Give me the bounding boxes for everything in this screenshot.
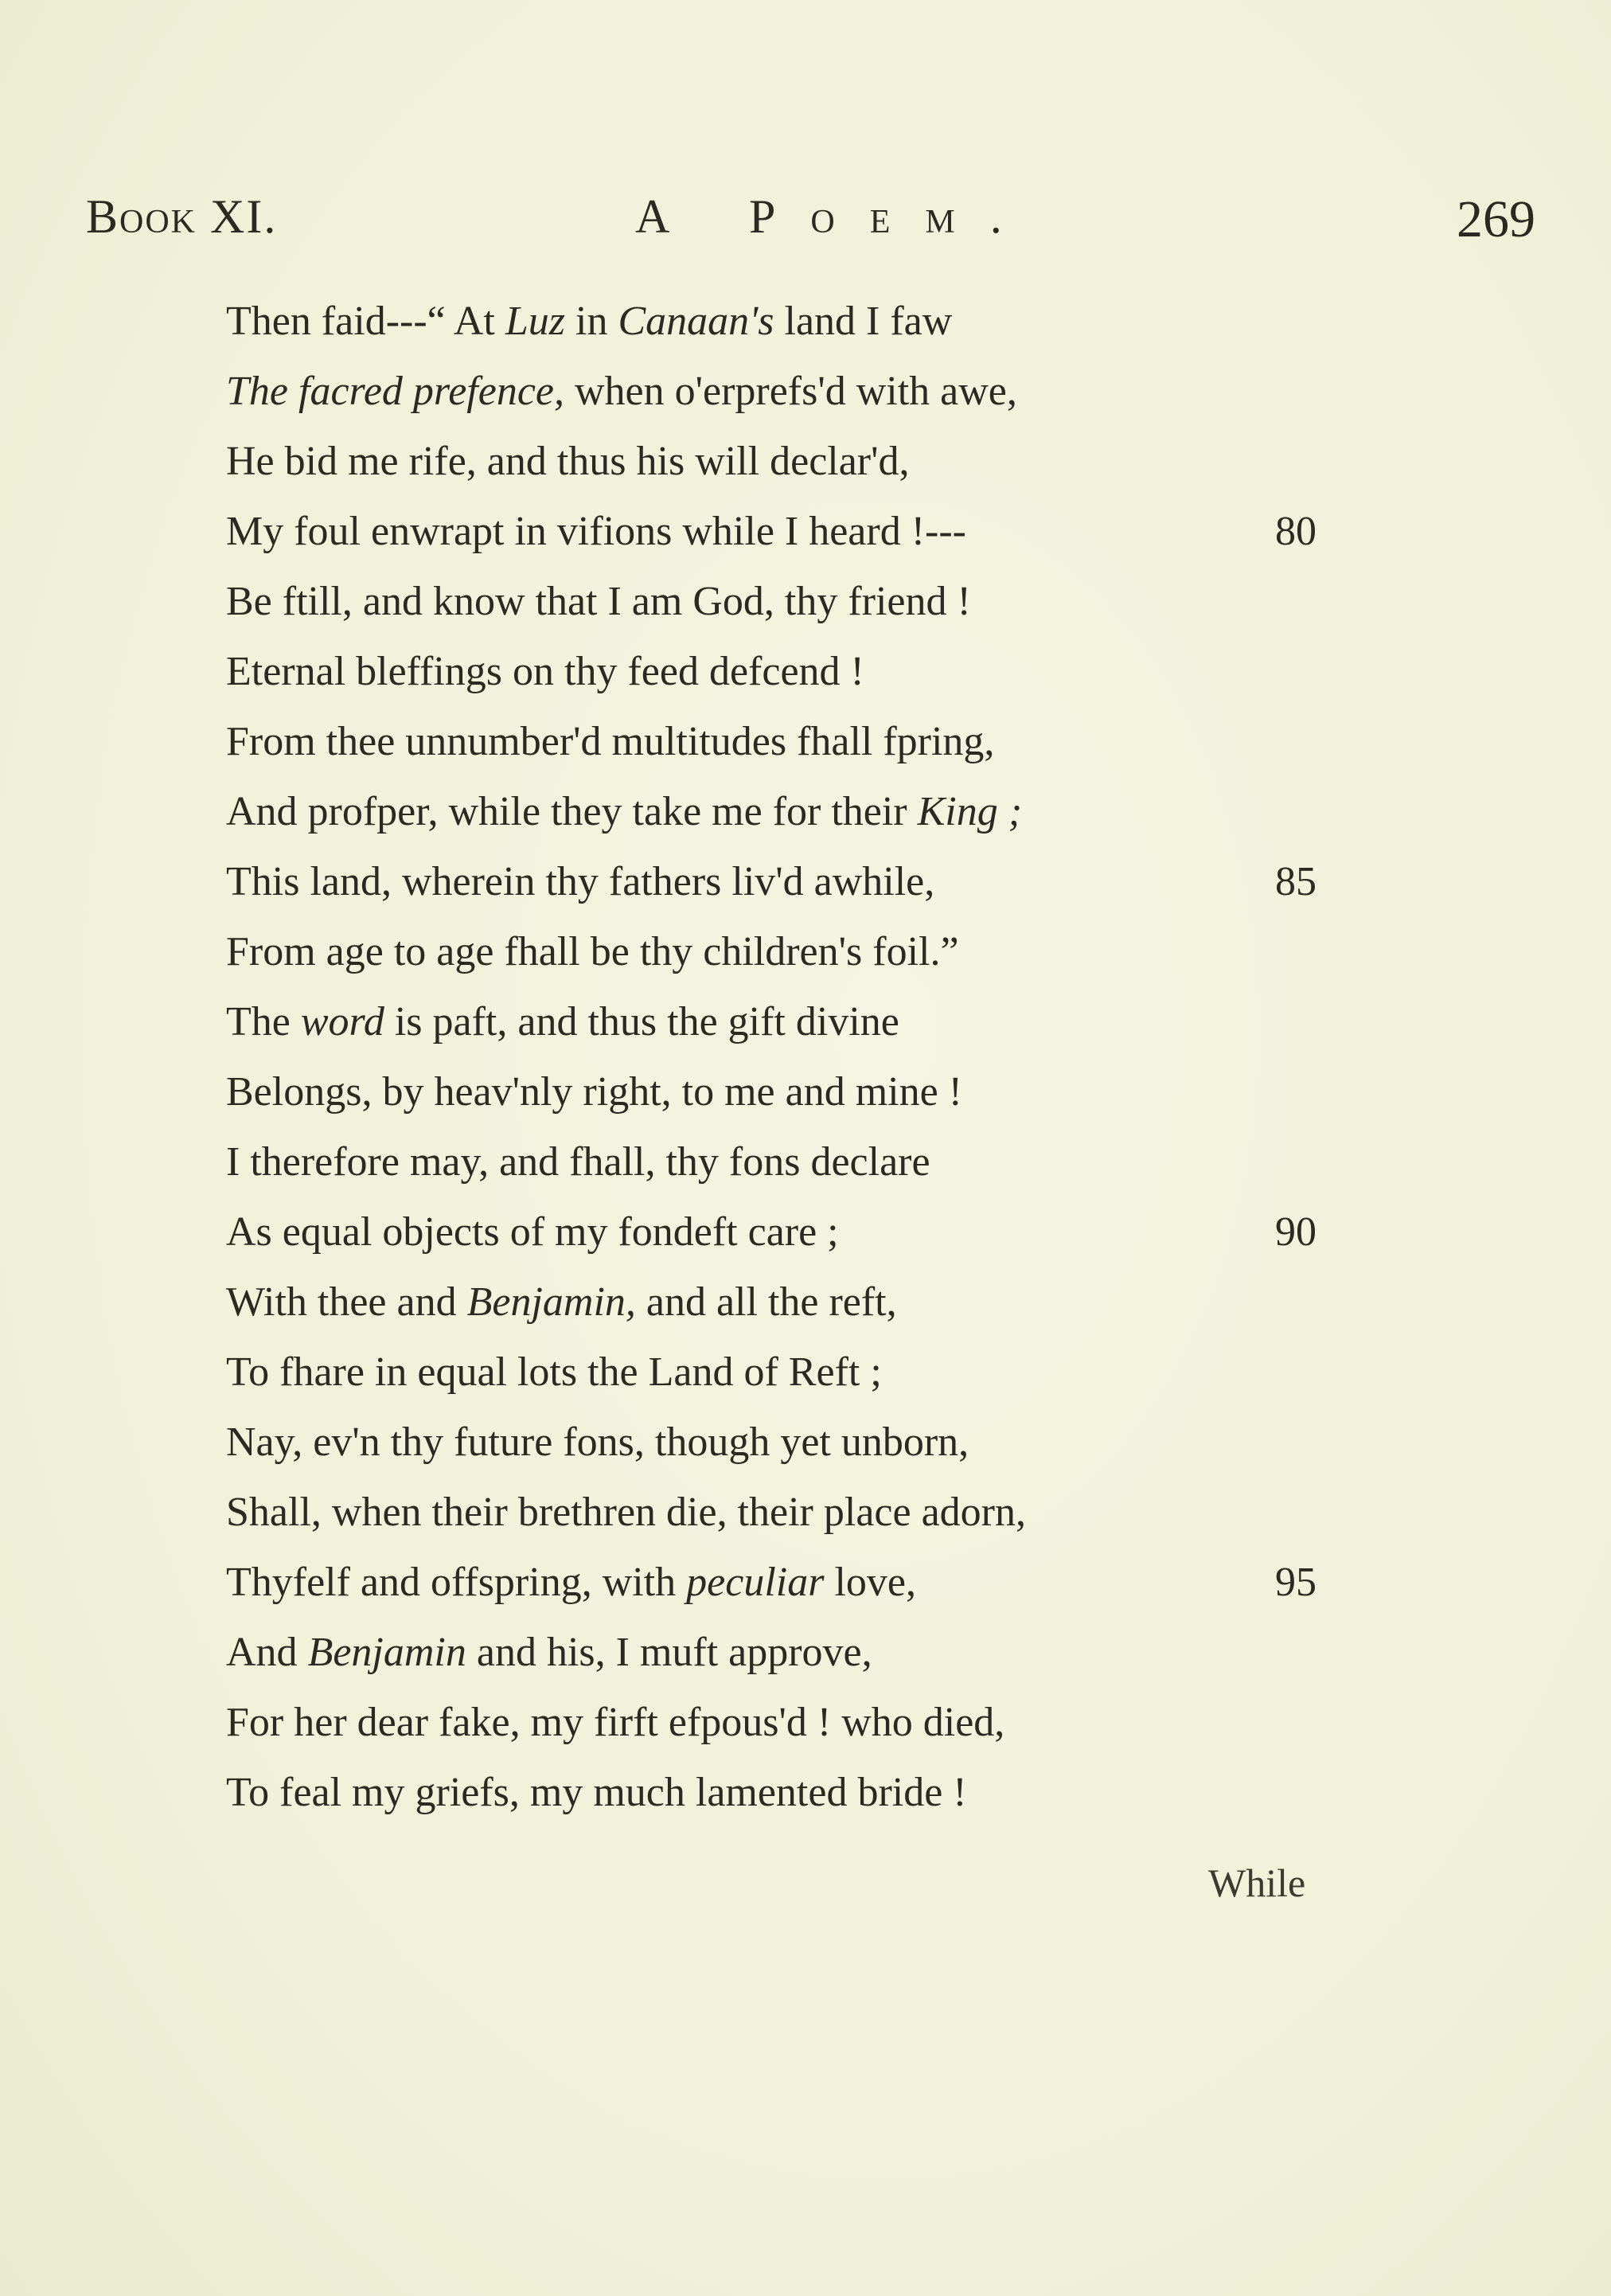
catchword: While: [1208, 1861, 1306, 1905]
verse-line: [226, 1408, 1420, 1478]
verse-text: For her dear fake, my firft efpous'd ! who died,: [226, 1700, 1005, 1745]
running-head: [0, 189, 1611, 253]
verse-line: [226, 1548, 1420, 1618]
verse-text: He bid me rife, and thus his will declar'd,: [226, 439, 910, 484]
verse-text: and all the reft,: [635, 1279, 897, 1325]
verse-text: The: [226, 999, 301, 1045]
verse-text: Nay, ev'n thy future fons, though yet unborn,: [226, 1419, 969, 1465]
verse-line: [226, 777, 1420, 847]
verse-text: From thee unnumber'd multitudes fhall fpring,: [226, 719, 995, 764]
verse-line: [226, 987, 1420, 1057]
verse-text: As equal objects of my fondeft care ;: [226, 1209, 839, 1255]
verse-italic-text: peculiar: [686, 1560, 825, 1605]
line-number: 90: [1275, 1209, 1316, 1255]
poem-text: [226, 287, 1420, 1828]
verse-line: [226, 1337, 1420, 1408]
verse-text: love,: [824, 1560, 916, 1605]
verse-line: [226, 1478, 1420, 1548]
page-number: 269: [1457, 190, 1535, 248]
verse-text: To feal my griefs, my much lamented bride !: [226, 1770, 967, 1815]
verse-text: With thee and: [226, 1279, 467, 1325]
verse-italic-text: Canaan's: [618, 299, 774, 344]
verse-text: when o'erprefs'd with awe,: [564, 369, 1017, 414]
verse-text: Be ftill, and know that I am God, thy friend !: [226, 579, 971, 624]
line-number: 85: [1275, 859, 1316, 904]
verse-line: [226, 1688, 1420, 1758]
verse-text: My foul enwrapt in vifions while I heard !---: [226, 509, 966, 554]
verse-text: is paft, and thus the gift divine: [384, 999, 899, 1045]
verse-italic-text: word: [300, 999, 384, 1045]
verse-line: [226, 637, 1420, 707]
verse-italic-text: King ;: [917, 789, 1023, 834]
verse-line: [226, 567, 1420, 637]
verse-line: [226, 917, 1420, 987]
verse-text: Shall, when their brethren die, their place adorn,: [226, 1490, 1026, 1535]
verse-text: and his, I muft approve,: [466, 1630, 872, 1675]
verse-text: This land, wherein thy fathers liv'd awhile,: [226, 859, 935, 904]
verse-line: [226, 497, 1420, 567]
line-number: 95: [1275, 1560, 1316, 1605]
verse-line: [226, 427, 1420, 497]
verse-text: I therefore may, and fhall, thy fons declare: [226, 1139, 930, 1185]
verse-line: [226, 357, 1420, 427]
verse-text: Thyfelf and offspring, with: [226, 1560, 687, 1605]
line-number: 80: [1275, 509, 1316, 554]
running-title: A Poem.: [635, 190, 1037, 243]
verse-text: From age to age fhall be thy children's foil.”: [226, 929, 959, 974]
verse-italic-text: Luz: [505, 299, 566, 344]
verse-line: [226, 1267, 1420, 1337]
verse-italic-text: Benjamin: [307, 1630, 466, 1675]
verse-text: Then faid---“ At: [226, 299, 505, 344]
verse-text: in: [565, 299, 618, 344]
verse-line: [226, 1758, 1420, 1828]
verse-line: [226, 1197, 1420, 1267]
verse-text: To fhare in equal lots the Land of Reft ;: [226, 1349, 882, 1395]
verse-text: And profper, while they take me for their: [226, 789, 918, 834]
verse-line: [226, 1618, 1420, 1688]
verse-line: [226, 707, 1420, 777]
verse-line: [226, 1057, 1420, 1127]
verse-line: [226, 847, 1420, 917]
verse-text: Eternal bleffings on thy feed defcend !: [226, 649, 864, 694]
verse-line: [226, 1127, 1420, 1197]
verse-italic-text: The facred prefence,: [226, 369, 564, 414]
verse-text: Belongs, by heav'nly right, to me and mine !: [226, 1069, 962, 1115]
book-number: Book XI.: [86, 190, 278, 243]
verse-line: [226, 287, 1420, 357]
verse-text: land I faw: [774, 299, 953, 344]
verse-text: And: [226, 1630, 308, 1675]
verse-italic-text: Benjamin,: [466, 1279, 636, 1325]
